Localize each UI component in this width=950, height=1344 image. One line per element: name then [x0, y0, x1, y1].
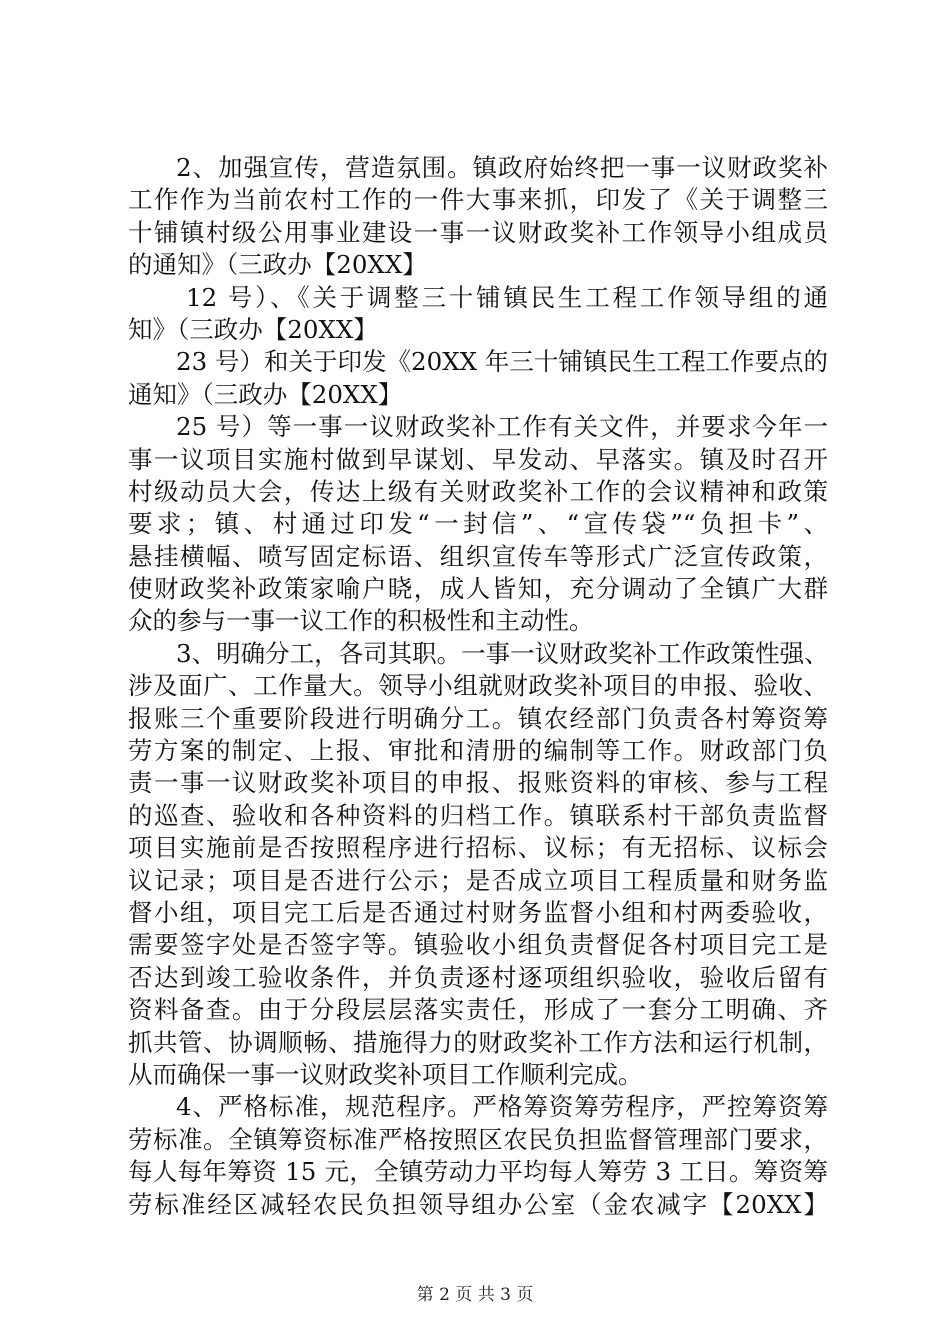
text-line: 需要签字处是否签字等。镇验收小组负责督促各村项目完工是	[128, 930, 828, 960]
text-line: 每人每年筹资 15 元，全镇劳动力平均每人筹劳 3 工日。筹资筹	[128, 1157, 828, 1187]
text-line: 4、严格标准，规范程序。严格筹资筹劳程序，严控筹资筹	[176, 1092, 828, 1122]
text-line: 12 号）、《关于调整三十铺镇民生工程工作领导组的通	[186, 282, 828, 312]
text-line: 抓共管、协调顺畅、措施得力的财政奖补工作方法和运行机制，	[128, 1027, 828, 1057]
text-line: 使财政奖补政策家喻户晓，成人皆知，充分调动了全镇广大群	[128, 574, 828, 604]
document-body	[128, 152, 828, 1221]
text-line: 众的参与一事一议工作的积极性和主动性。	[128, 606, 594, 636]
text-line: 的巡查、验收和各种资料的归档工作。镇联系村干部负责监督	[128, 800, 828, 830]
text-line: 事一议项目实施村做到早谋划、早发动、早落实。镇及时召开	[128, 444, 828, 474]
text-line: 要求；镇、村通过印发“一封信”、“宣传袋”“负担卡”、	[128, 509, 828, 539]
text-line: 3、明确分工，各司其职。一事一议财政奖补工作政策性强、	[176, 638, 829, 668]
text-line: 23 号）和关于印发《20XX 年三十铺镇民生工程工作要点的	[176, 347, 828, 377]
text-line: 知》（三政办【20XX】	[128, 314, 378, 344]
text-line: 村级动员大会，传达上级有关财政奖补工作的会议精神和政策	[128, 476, 828, 506]
text-line: 责一事一议财政奖补项目的申报、报账资料的审核、参与工程	[128, 768, 828, 798]
text-line: 通知》（三政办【20XX】	[128, 379, 403, 409]
text-line: 从而确保一事一议财政奖补项目工作顺利完成。	[128, 1059, 643, 1089]
text-line: 资料备查。由于分段层层落实责任，形成了一套分工明确、齐	[128, 995, 828, 1025]
text-line: 否达到竣工验收条件，并负责逐村逐项组织验收，验收后留有	[128, 962, 828, 992]
text-line: 项目实施前是否按照程序进行招标、议标；有无招标、议标会	[128, 833, 828, 863]
text-line: 涉及面广、工作量大。领导小组就财政奖补项目的申报、验收、	[128, 671, 828, 701]
text-line: 劳标准经区减轻农民负担领导组办公室（金农减字【20XX】	[128, 1189, 828, 1219]
text-line: 25 号）等一事一议财政奖补工作有关文件，并要求今年一	[176, 412, 828, 442]
page-number-label: 第 2 页 共 3 页	[416, 1285, 534, 1305]
text-line: 十铺镇村级公用事业建设一事一议财政奖补工作领导小组成员	[128, 217, 828, 247]
text-line: 督小组，项目完工后是否通过村财务监督小组和村两委验收，	[128, 897, 828, 927]
text-line: 劳方案的制定、上报、审批和清册的编制等工作。财政部门负	[128, 736, 828, 766]
text-line: 2、加强宣传，营造氛围。镇政府始终把一事一议财政奖补	[176, 153, 828, 182]
text-line: 议记录；项目是否进行公示；是否成立项目工程质量和财务监	[128, 865, 828, 895]
text-line: 悬挂横幅、喷写固定标语、组织宣传车等形式广泛宣传政策，	[128, 541, 828, 571]
page-footer	[0, 1280, 950, 1305]
text-line: 报账三个重要阶段进行明确分工。镇农经部门负责各村筹资筹	[128, 703, 828, 733]
text-line: 的通知》（三政办【20XX】	[128, 250, 427, 280]
text-line: 劳标准。全镇筹资标准严格按照区农民负担监督管理部门要求，	[128, 1124, 828, 1154]
text-line: 工作作为当前农村工作的一件大事来抓，印发了《关于调整三	[128, 185, 828, 215]
